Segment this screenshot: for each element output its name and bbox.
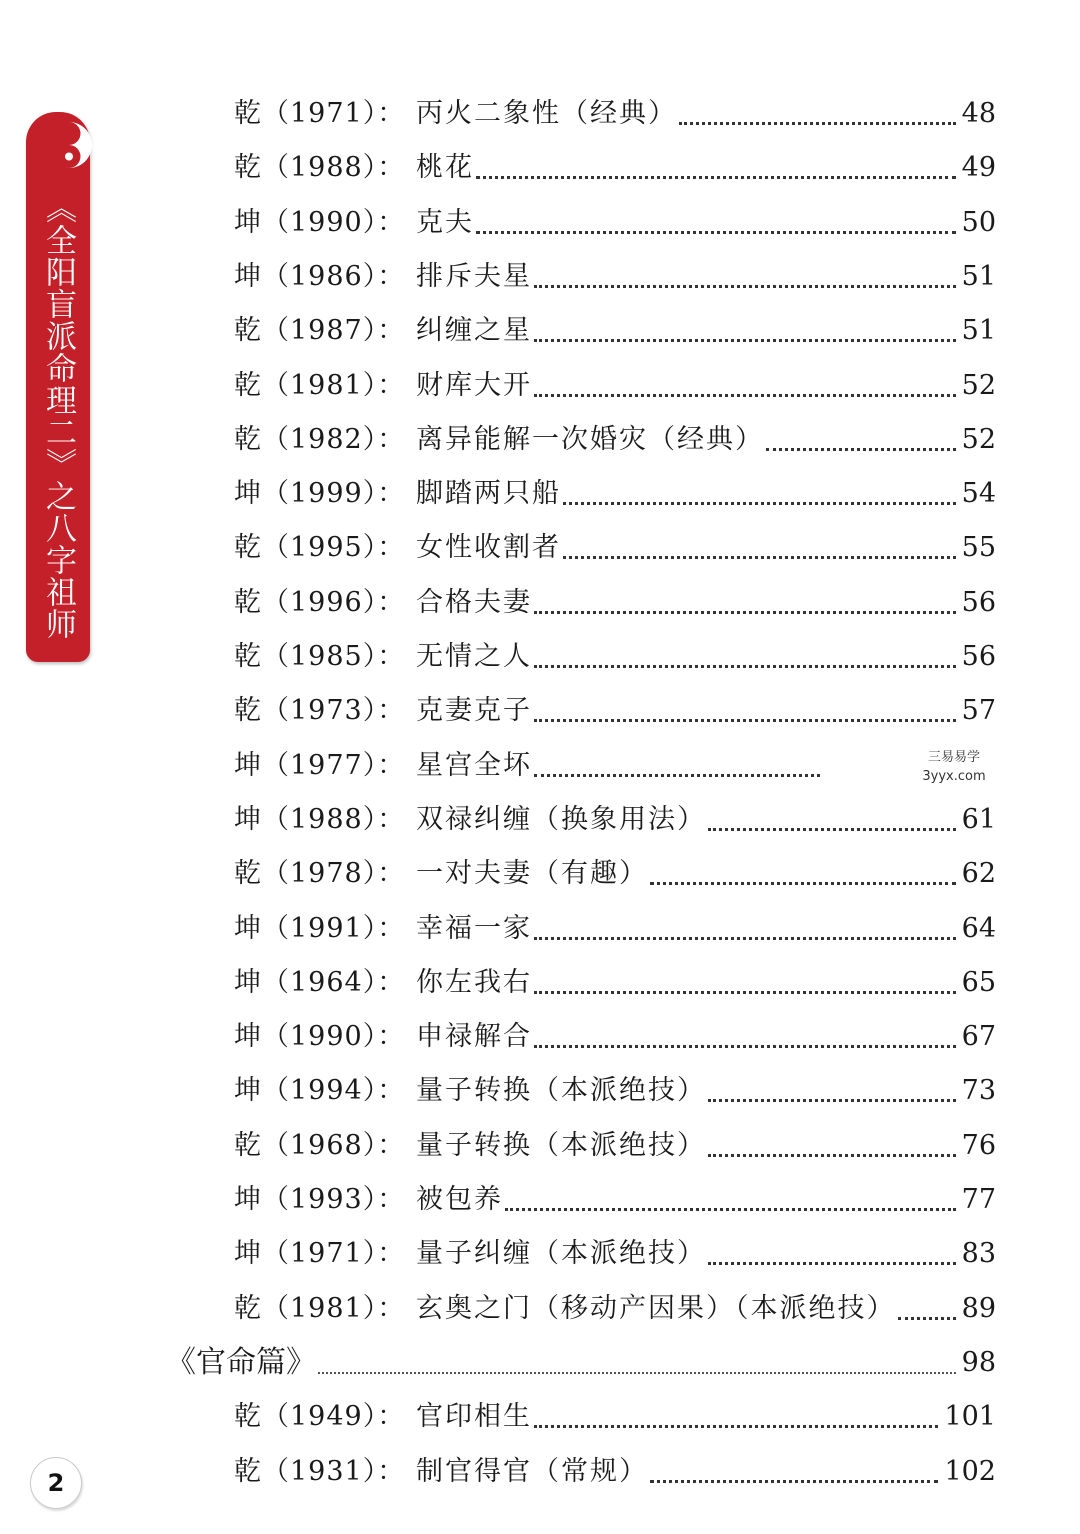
leader-dots	[708, 1154, 956, 1157]
toc-entry[interactable]	[234, 366, 996, 406]
leader-dots	[534, 774, 820, 777]
leader-dots	[534, 339, 956, 342]
leader-dots	[766, 448, 956, 451]
entry-page: 52	[961, 370, 996, 401]
toc-entry[interactable]	[234, 637, 996, 677]
entry-title: 你左我右	[416, 967, 532, 998]
entry-prefix: 坤（1990）：	[234, 1021, 406, 1052]
entry-title: 排斥夫星	[416, 261, 532, 292]
entry-page: 61	[961, 804, 996, 835]
leader-dots	[534, 665, 956, 668]
entry-title: 幸福一家	[416, 913, 532, 944]
entry-title: 脚踏两只船	[416, 478, 561, 509]
entry-prefix: 乾（1978）：	[234, 858, 406, 889]
entry-title: 量子纠缠（本派绝技）	[416, 1238, 706, 1269]
entry-prefix: 坤（1964）：	[234, 967, 406, 998]
toc-entry[interactable]	[234, 1180, 996, 1220]
leader-dots	[534, 991, 956, 994]
toc-entry[interactable]	[234, 583, 996, 623]
leader-dots	[650, 882, 956, 885]
entry-prefix: 乾（1973）：	[234, 695, 406, 726]
leader-dots	[534, 937, 956, 940]
entry-page: 73	[961, 1075, 996, 1106]
entry-prefix: 坤（1999）：	[234, 478, 406, 509]
entry-prefix: 乾（1981）：	[234, 370, 406, 401]
entry-page: 54	[961, 478, 996, 509]
leader-dots	[318, 1372, 956, 1374]
entry-title: 无情之人	[416, 641, 532, 672]
toc-entry[interactable]	[234, 420, 996, 460]
entry-page: 98	[961, 1347, 996, 1378]
entry-title: 制官得官（常规）	[416, 1456, 648, 1487]
toc-entry[interactable]	[234, 203, 996, 243]
entry-title: 克妻克子	[416, 695, 532, 726]
entry-page: 65	[961, 967, 996, 998]
entry-page: 89	[961, 1293, 996, 1324]
entry-title: 量子转换（本派绝技）	[416, 1075, 706, 1106]
entry-prefix: 乾（1985）：	[234, 641, 406, 672]
entry-title: 官印相生	[416, 1401, 532, 1432]
entry-page: 77	[961, 1184, 996, 1215]
entry-title: 财库大开	[416, 370, 532, 401]
book-title: 《全阳盲派命理二》之八字祖师	[40, 192, 76, 640]
leader-dots	[708, 1099, 956, 1102]
toc-entry[interactable]	[234, 94, 996, 134]
leader-dots	[476, 176, 956, 179]
toc-entry[interactable]	[234, 1071, 996, 1111]
toc-entry[interactable]	[234, 746, 996, 786]
leader-dots	[708, 828, 956, 831]
entry-prefix: 乾（1931）：	[234, 1456, 406, 1487]
leader-dots	[563, 502, 956, 505]
entry-prefix: 坤（1993）：	[234, 1184, 406, 1215]
leader-dots	[505, 1208, 956, 1211]
entry-prefix: 坤（1994）：	[234, 1075, 406, 1106]
entry-page: 56	[961, 641, 996, 672]
entry-title: 合格夫妻	[416, 587, 532, 618]
entry-prefix: 乾（1981）：	[234, 1293, 406, 1324]
entry-title: 女性收割者	[416, 532, 561, 563]
entry-prefix: 乾（1988）：	[234, 152, 406, 183]
toc-entry[interactable]	[234, 1397, 996, 1437]
toc-entry[interactable]	[234, 474, 996, 514]
entry-title: 《官命篇》	[166, 1345, 316, 1380]
entry-prefix: 乾（1996）：	[234, 587, 406, 618]
entry-page: 76	[961, 1130, 996, 1161]
watermark-line: 3yyx.com	[922, 769, 986, 784]
entry-title: 克夫	[416, 207, 474, 238]
entry-prefix: 乾（1949）：	[234, 1401, 406, 1432]
entry-page: 64	[961, 913, 996, 944]
entry-prefix: 坤（1988）：	[234, 804, 406, 835]
entry-page: 101	[944, 1401, 996, 1432]
entry-title: 量子转换（本派绝技）	[416, 1130, 706, 1161]
entry-page: 49	[961, 152, 996, 183]
entry-prefix: 坤（1977）：	[234, 750, 406, 781]
entry-title: 丙火二象性（经典）	[416, 98, 677, 129]
entry-page: 48	[961, 98, 996, 129]
entry-page: 50	[961, 207, 996, 238]
leader-dots	[563, 556, 956, 559]
toc-entry[interactable]	[234, 800, 996, 840]
entry-page: 57	[961, 695, 996, 726]
page-number: 2	[30, 1457, 82, 1509]
entry-page: 51	[961, 315, 996, 346]
entry-title: 星宫全坏	[416, 750, 532, 781]
entry-title: 一对夫妻（有趣）	[416, 858, 648, 889]
toc-entry[interactable]	[234, 257, 996, 297]
entry-prefix: 坤（1990）：	[234, 207, 406, 238]
watermark	[912, 748, 996, 786]
entry-title: 纠缠之星	[416, 315, 532, 346]
leader-dots	[708, 1262, 956, 1265]
entry-prefix: 坤（1986）：	[234, 261, 406, 292]
watermark-line: 三易易学	[927, 750, 980, 765]
leader-dots	[534, 285, 956, 288]
toc-entry[interactable]	[234, 854, 996, 894]
leader-dots	[534, 1425, 938, 1428]
entry-page: 102	[944, 1456, 996, 1487]
entry-title: 申禄解合	[416, 1021, 532, 1052]
entry-title: 玄奥之门（移动产因果）（本派绝技）	[416, 1293, 896, 1324]
entry-page: 51	[961, 261, 996, 292]
entry-page: 55	[961, 532, 996, 563]
entry-prefix: 乾（1995）：	[234, 532, 406, 563]
toc-entry[interactable]	[234, 1452, 996, 1492]
leader-dots	[476, 231, 956, 234]
toc-entry[interactable]	[234, 148, 996, 188]
toc-entry[interactable]	[234, 311, 996, 351]
leader-dots	[534, 394, 956, 397]
side-tab	[26, 112, 90, 662]
entry-page: 56	[961, 587, 996, 618]
toc-section[interactable]	[166, 1343, 996, 1383]
entry-prefix: 乾（1971）：	[234, 98, 406, 129]
entry-title: 被包养	[416, 1184, 503, 1215]
entry-page: 83	[961, 1238, 996, 1269]
yin-yang-icon	[44, 120, 94, 170]
leader-dots	[679, 122, 956, 125]
toc-entry[interactable]	[234, 963, 996, 1003]
entry-title: 双禄纠缠（换象用法）	[416, 804, 706, 835]
entry-prefix: 坤（1991）：	[234, 913, 406, 944]
toc-entry[interactable]	[234, 1234, 996, 1274]
entry-page: 62	[961, 858, 996, 889]
toc-entry[interactable]	[234, 528, 996, 568]
leader-dots	[534, 719, 956, 722]
toc-entry[interactable]	[234, 1289, 996, 1329]
entry-prefix: 乾（1968）：	[234, 1130, 406, 1161]
entry-prefix: 乾（1987）：	[234, 315, 406, 346]
entry-page: 67	[961, 1021, 996, 1052]
entry-page: 52	[961, 424, 996, 455]
leader-dots	[898, 1317, 956, 1320]
entry-prefix: 乾（1982）：	[234, 424, 406, 455]
leader-dots	[650, 1480, 938, 1483]
entry-title: 离异能解一次婚灾（经典）	[416, 424, 764, 455]
entry-title: 桃花	[416, 152, 474, 183]
entry-prefix: 坤（1971）：	[234, 1238, 406, 1269]
toc-entry[interactable]	[234, 691, 996, 731]
toc-entry[interactable]	[234, 1126, 996, 1166]
leader-dots	[534, 1045, 956, 1048]
leader-dots	[534, 611, 956, 614]
toc-entry[interactable]	[234, 909, 996, 949]
toc-entry[interactable]	[234, 1017, 996, 1057]
